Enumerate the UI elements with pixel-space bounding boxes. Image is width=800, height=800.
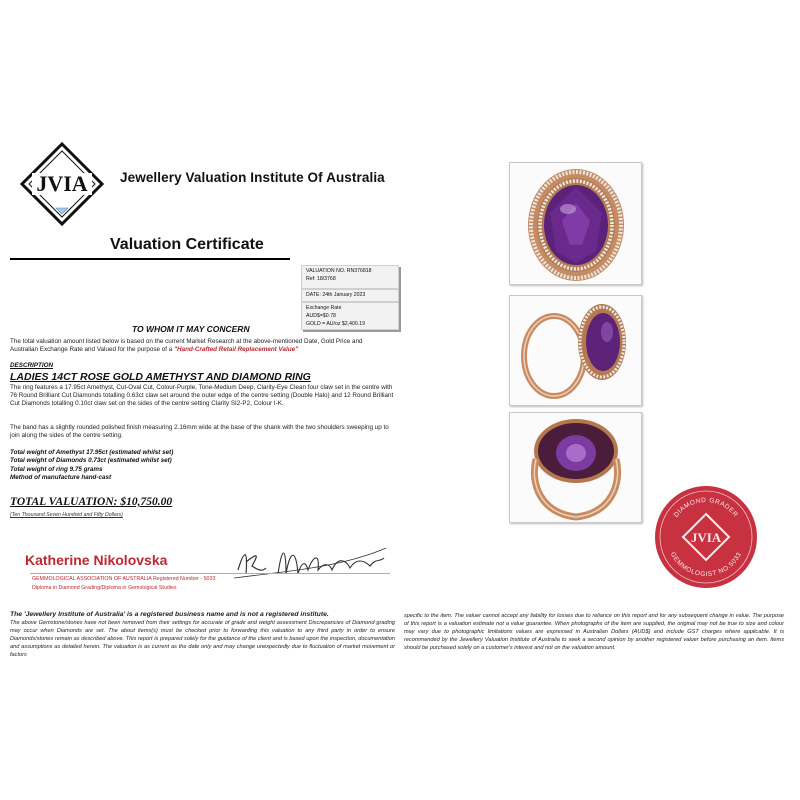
disclaimer-left-text: The above Gemstone/stones have not been removed from their settings for accurate of grade and weight assessment Discrepancies of Diamond grading may occur when Diamonds are set. The about items(s) must be checked prior to forwarding this valuation to any third party in order to ensure Diamonds/stones remain as described above. This report is prepared solely for the guidance of the client and is based upon the inspection, documentation and assumptions as detailed herein. The valuation is as current as the date only and may change unexpectedly due to fluctuation of market movement or factors [10,619,395,658]
certificate-title: Valuation Certificate [110,236,264,253]
exchange-rate-box [301,302,399,330]
ring-photo-top-view [509,162,642,285]
seal-center-text: JVIA [690,530,722,545]
total-valuation: TOTAL VALUATION: $10,750.00 [10,496,173,508]
reference-number: Ref: 18/3768 [306,276,336,282]
association-registration: GEMMOLOGICAL ASSOCIATION OF AUSTRALIA Registered Number - 5033 [32,576,216,582]
handwritten-signature [230,540,390,585]
seal-top-text: DIAMOND GRADER [672,496,740,519]
title-divider [10,258,290,260]
salutation: TO WHOM IT MAY CONCERN [132,324,250,334]
description-label: DESCRIPTION [10,362,54,369]
ring-photo-back-view [509,412,642,523]
intro-text: The total valuation amount listed below is based on the current Market Research at the above-mentioned Date, Gold Price and Australian Exchange Rate and Valued for the purpose of a [10,338,363,353]
seal-bottom-text: GEMMOLOGIST NO.5033 [668,551,744,579]
diploma-text: Diploma in Diamond Grading/Diploma in Gemological Studies [32,585,177,591]
organization-name: Jewellery Valuation Institute Of Australia [120,170,385,185]
total-valuation-words: (Ten Thousand Seven Hundred and Fifty Dollars) [10,512,123,518]
valuation-number-box [301,265,399,289]
weight-item: Total weight of Amethyst 17.95ct (estimated whilst set) [10,449,174,456]
exchange-label: Exchange Rate [306,305,342,311]
valuation-date: DATE: 24th January 2023 [306,292,366,298]
logo-text: JVIA [36,171,88,196]
disclaimer-right: specific to the item. The valuer cannot accept any liability for losses due to reliance on this report and for any subsequent change in value. The purpose of this report is a valuation estimate not a value guarantee. When photographs of the item are supplied, the original may not be true to size and colour may vary due to photographic limitations values are expressed in Australian Dollars (AUD$) and include GST charges where applicable. It is recommended by the Jewellery Valuation Institute of Australia to seek a second opinion by another registered valuer before purchasing an item. Items should be purchased solely on a customer's interest and not on the valuation amount. [404,613,784,651]
weight-item: Total weight of ring 9.75 grams [10,465,103,473]
valuation-purpose: "Hand-Crafted Retail Replacement Value" [174,346,299,353]
intro-paragraph [10,338,390,354]
band-description: The band has a slightly rounded polished finish measuring 2.16mm wide at the base of the shank with the two shoulders sweeping up to join along the sides of the centre setting. [10,424,389,439]
valuation-number: VALUATION NO. RN376818 [306,268,372,274]
gemmologist-seal [653,484,759,590]
weight-item: Total weight of Diamonds 0.73ct (estimated whilst set) [10,457,172,465]
weight-item: Method of manufacture hand-cast [10,473,112,481]
weights-list [10,449,173,482]
date-box [301,289,399,302]
disclaimer-left [10,611,395,659]
ring-description: The ring features a 17.95ct Amethyst, Cut-Oval Cut, Colour-Purple, Tone-Medium Deep, Clarity-Eye Clean four claw set in the centre with 76 Round Brilliant Cut Diamonds totalling 0.63ct claw set around the outer edge of the centre setting (Double Halo) and 12 Round Brilliant Cut Diamonds totalling 0.10ct claw set on the sides of the centre setting Clarity SI2-P2, Colour I-K. [10,384,394,407]
jvia-logo [18,140,106,228]
signature-line [30,573,390,574]
disclaimer-lead: The 'Jewellery Institute of Australia' is a registered business name and is not a registered institute. [10,611,329,618]
exchange-aud: AUD$=$0.78 [306,313,336,319]
ring-title: LADIES 14CT ROSE GOLD AMETHYST AND DIAMOND RING [10,371,311,383]
exchange-gold: GOLD = AU/oz $2,400.19 [306,321,365,327]
ring-photo-side-view [509,295,642,406]
signatory-name: Katherine Nikolovska [25,552,168,568]
